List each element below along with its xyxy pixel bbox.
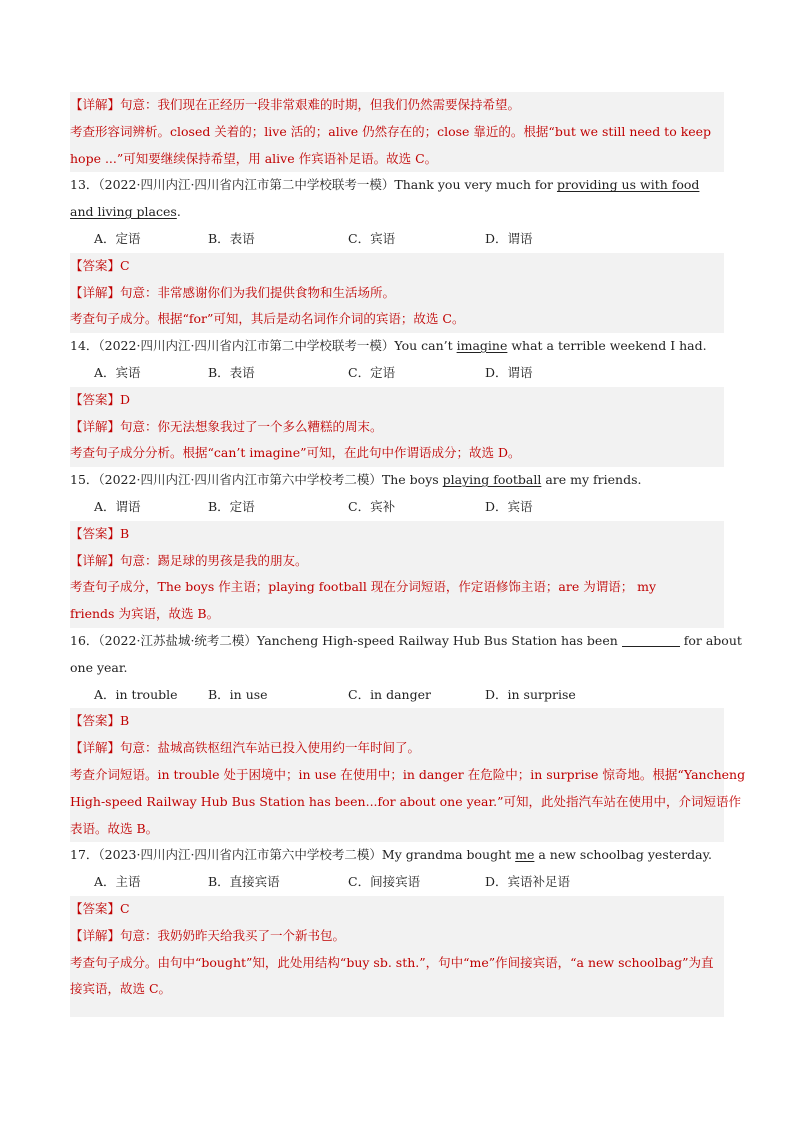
option-a: A．宾语 (94, 364, 141, 380)
analysis-line (70, 950, 724, 977)
detail-text: 【详解】句意：你无法想象我过了一个多么糟糕的周末。 (70, 418, 383, 434)
detail-line (70, 414, 724, 441)
options-row (70, 494, 724, 521)
analysis-line (70, 816, 724, 843)
analysis-line (70, 574, 724, 601)
answer-text: 【答案】C (70, 257, 130, 273)
page-content (70, 92, 746, 1017)
shade-end (70, 1003, 724, 1017)
option-b: B．表语 (208, 364, 255, 380)
analysis-line (70, 789, 741, 816)
answer-line (70, 253, 724, 280)
answer-line (70, 387, 724, 414)
option-a: A．in trouble (94, 686, 178, 702)
analysis-line (70, 146, 724, 173)
option-d: D．宾语补足语 (485, 874, 571, 890)
analysis-text: 考查介词短语。in trouble 处于困境中；in use 在使用中；in danger 在危险中；in surprise 惊奇地。根据“Yancheng (70, 766, 746, 782)
options-row (70, 360, 724, 387)
option-c: C．间接宾语 (348, 874, 421, 890)
analysis-text: hope ...”可知要继续保持希望，用 alive 作宾语补足语。故选 C。 (70, 150, 438, 166)
option-b: B．直接宾语 (208, 874, 280, 890)
analysis-line (70, 976, 724, 1003)
option-d: D．谓语 (485, 364, 533, 380)
analysis-text: 考查句子成分分析。根据“can’t imagine”可知，在此句中作谓语成分；故选 D。 (70, 445, 521, 461)
option-d: D．谓语 (485, 230, 533, 246)
stem-text: 13．（2022·四川内江·四川省内江市第二中学校联考一模）Thank you very much for (70, 177, 557, 193)
option-c: C．定语 (348, 364, 396, 380)
stem-text: one year. (70, 659, 128, 675)
detail-text: 【详解】句意：非常感谢你们为我们提供食物和生活场所。 (70, 284, 396, 300)
stem-text: 17．（2023·四川内江·四川省内江市第六中学校考二模）My grandma bought (70, 847, 516, 863)
answer-blank (622, 632, 680, 647)
stem-text: a new schoolbag yesterday. (534, 847, 712, 863)
option-a: A．定语 (94, 230, 141, 246)
option-b: B．表语 (208, 230, 255, 246)
underlined-part: providing us with food (556, 177, 700, 193)
answer-text: 【答案】B (70, 525, 130, 541)
detail-text: 【详解】句意：盐城高铁枢纽汽车站已投入使用约一年时间了。 (70, 740, 421, 756)
question-stem (70, 842, 724, 869)
answer-line (70, 708, 724, 735)
detail-line (70, 735, 724, 762)
answer-text: 【答案】D (70, 391, 131, 407)
options-row (70, 682, 724, 709)
question-stem (70, 172, 724, 199)
detail-text: 【详解】句意：我们现在正经历一段非常艰难的时期，但我们仍然需要保持希望。 (70, 97, 521, 112)
stem-text: 16．（2022·江苏盐城·统考二模）Yancheng High-speed Railway Hub Bus Station has been (70, 632, 618, 648)
option-d: D．宾语 (485, 498, 533, 514)
answer-line (70, 896, 724, 923)
stem-text: 15．（2022·四川内江·四川省内江市第六中学校考二模）The boys (70, 472, 443, 488)
detail-line (70, 548, 724, 575)
options-row (70, 869, 724, 896)
answer-text: 【答案】C (70, 900, 130, 916)
analysis-line (70, 119, 724, 146)
detail-text: 【详解】句意：踢足球的男孩是我的朋友。 (70, 552, 308, 568)
analysis-text: 考查形容词辨析。closed 关着的；live 活的；alive 仍然存在的；close 靠近的。根据“but we still need to keep (70, 123, 712, 139)
option-a: A．谓语 (94, 498, 141, 514)
analysis-text: 考查句子成分，The boys 作主语；playing football 现在分词短语，作定语修饰主语；are 为谓语； my (70, 579, 657, 595)
question-stem (70, 467, 724, 494)
analysis-line (70, 306, 724, 333)
answer-line (70, 521, 724, 548)
analysis-line (70, 440, 724, 467)
underlined-part: me (515, 847, 535, 863)
answer-text: 【答案】B (70, 713, 130, 729)
stem-text: . (176, 204, 181, 220)
analysis-text: friends 为宾语，故选 B。 (70, 606, 220, 622)
analysis-line (70, 762, 746, 789)
analysis-text: 接宾语，故选 C。 (70, 981, 172, 997)
question-stem-cont (70, 199, 724, 226)
detail-text: 【详解】句意：我奶奶昨天给我买了一个新书包。 (70, 927, 346, 943)
stem-text: 14．（2022·四川内江·四川省内江市第二中学校联考一模）You can’t (70, 338, 457, 354)
analysis-text: High-speed Railway Hub Bus Station has been...for about one year.”可知，此处指汽车站在使用中，介词短语作 (70, 793, 741, 809)
analysis-line (70, 601, 724, 628)
option-d: D．in surprise (485, 686, 576, 702)
stem-text: for about (679, 632, 742, 648)
question-stem (70, 628, 742, 655)
detail-line (70, 280, 724, 307)
detail-line (70, 92, 724, 119)
analysis-text: 考查句子成分。由句中“bought”知，此处用结构“buy sb. sth.”，句中“me”作间接宾语，“a new schoolbag”为直 (70, 954, 714, 970)
options-row (70, 226, 724, 253)
option-c: C．宾语 (348, 230, 396, 246)
option-c: C．宾补 (348, 498, 396, 514)
stem-text: are my friends. (541, 472, 642, 488)
detail-line (70, 923, 724, 950)
underlined-part: imagine (456, 338, 508, 354)
underlined-part: playing football (442, 472, 542, 488)
option-c: C．in danger (348, 686, 431, 702)
option-a: A．主语 (94, 874, 141, 890)
option-b: B．in use (208, 686, 268, 702)
option-b: B．定语 (208, 498, 255, 514)
analysis-text: 表语。故选 B。 (70, 820, 159, 836)
stem-text: what a terrible weekend I had. (507, 338, 707, 354)
question-stem (70, 333, 724, 360)
underlined-part: and living places (70, 204, 177, 220)
analysis-text: 考查句子成分。根据“for”可知，其后是动名词作介词的宾语；故选 C。 (70, 311, 465, 327)
question-stem-cont (70, 655, 724, 682)
